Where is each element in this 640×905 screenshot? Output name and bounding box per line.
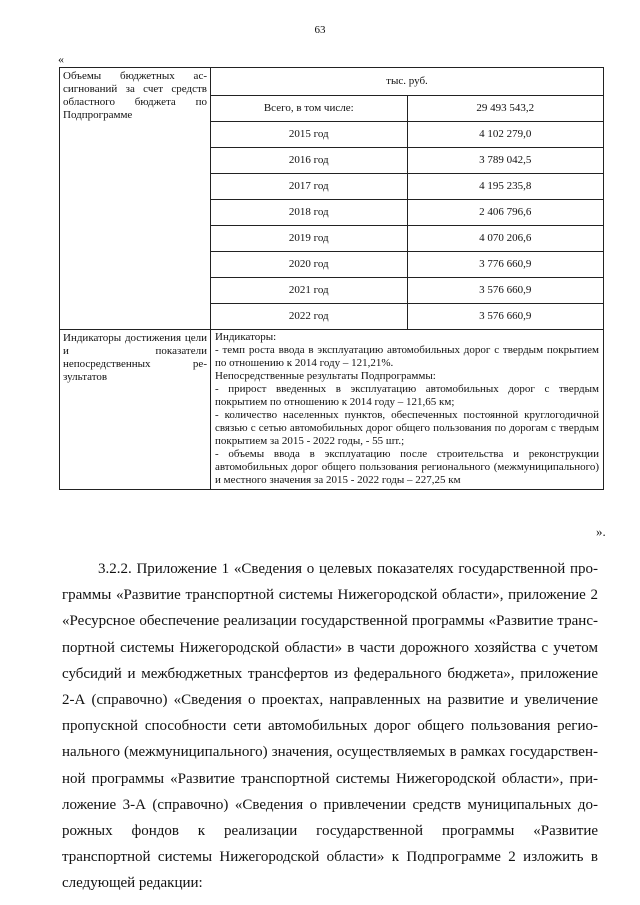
indicators-cell: [211, 330, 604, 490]
amount-cell: 3 576 660,9: [407, 278, 604, 304]
body-paragraph: 3.2.2. Приложение 1 «Сведения о целевых показателях государственной программы «Развитие транспортной системы Нижегородской области», приложение 2 «Ресурсное обеспечение реализации государственной программы «Развитие транспортной системы Нижегородской области» в части дорожного хозяйства с учетом субсидий и межбюджетных трансфертов из федерального бюджета», приложение 2-А (справочно) «Сведения о проектах, направленных на развитие и увеличение пропускной способности сети автомобильных дорог общего пользования регионального (межмуниципального) значения, осуществляемых в рамках государственной программы «Развитие транспортной системы Нижегородской области», приложение 3-А (справочно) «Сведения о привлечении средств муниципальных дорожных фондов к реализации государственной программы «Развитие транспортной системы Нижегородской области» к Подпрограмме 2 изложить в следующей редакции:: [62, 561, 598, 892]
indicator-line: - количество населенных пунктов, обеспеченных постоянной круглогодичной связью с сетью автомобильных дорог общего пользования по дорогам с твердым покрытием за 2015 - 2022 годы, - 55 шт.;: [215, 409, 599, 447]
amount-cell: 2 406 796,6: [407, 200, 604, 226]
amount-cell: 3 576 660,9: [407, 304, 604, 330]
amount-cell: 3 789 042,5: [407, 148, 604, 174]
indicators-row: [60, 330, 604, 490]
amount-cell: 4 102 279,0: [407, 122, 604, 148]
indicator-line: - прирост введенных в эксплуатацию автомобильных дорог с твердым покрытием по отношению к 2014 году – 121,65 км;: [215, 383, 599, 408]
indicator-line: - объемы ввода в эксплуатацию после строительства и реконструкции автомобильных дорог общего пользования регионального (межмуниципального) и местного значения за 2015 - 2022 годы – 227,25 км: [215, 448, 599, 486]
indicator-line: - темп роста ввода в эксплуатацию автомобильных дорог с твердым покрытием по отношению к 2014 году – 121,21%.: [215, 344, 599, 369]
indicator-line: Непосредственные результаты Подпрограммы:: [215, 370, 436, 382]
amount-cell: 4 070 206,6: [407, 226, 604, 252]
year-cell: 2017 год: [211, 174, 408, 200]
closing-quote: ».: [596, 524, 606, 539]
subprogram-passport-table: [59, 67, 604, 490]
funding-label-cell: Объемы бюджетных ассигнований за счет средств областного бюджета по Подпрограмме: [60, 68, 211, 330]
year-cell: 2021 год: [211, 278, 408, 304]
indicators-label-cell: Индикаторы достижения цели и показатели непосредственных результатов: [60, 330, 211, 490]
year-cell: 2015 год: [211, 122, 408, 148]
total-label-cell: Всего, в том числе:: [211, 96, 408, 122]
unit-row: [60, 68, 604, 96]
unit-cell: тыс. руб.: [211, 68, 604, 96]
amount-cell: 4 195 235,8: [407, 174, 604, 200]
amount-cell: 3 776 660,9: [407, 252, 604, 278]
year-cell: 2018 год: [211, 200, 408, 226]
indicator-line: Индикаторы:: [215, 331, 277, 343]
year-cell: 2020 год: [211, 252, 408, 278]
total-value-cell: 29 493 543,2: [407, 96, 604, 122]
page-number: 63: [314, 24, 326, 36]
year-cell: 2019 год: [211, 226, 408, 252]
year-cell: 2016 год: [211, 148, 408, 174]
year-cell: 2022 год: [211, 304, 408, 330]
opening-quote: «: [58, 52, 64, 66]
